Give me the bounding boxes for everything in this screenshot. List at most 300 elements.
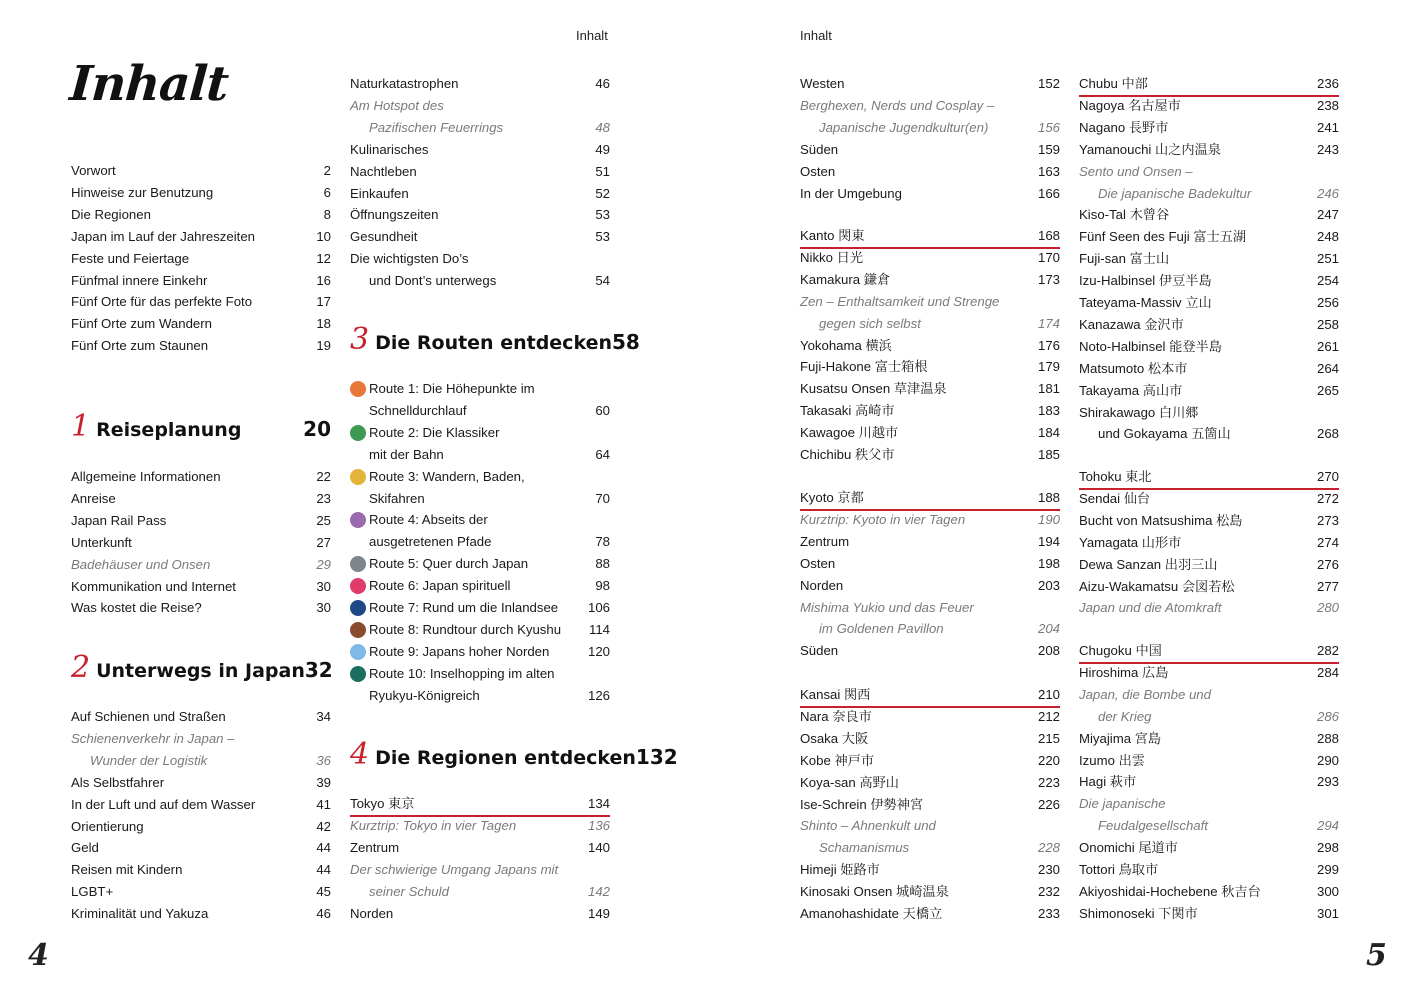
toc-entry (350, 881, 610, 903)
toc-entry-title: Badehäuser und Onsen (71, 557, 211, 572)
toc-entry-title: Route 8: Rundtour durch Kyushu (369, 622, 562, 637)
toc-entry-page: 238 (1316, 98, 1339, 113)
toc-entry-title: Fünf Orte zum Staunen (71, 338, 209, 353)
toc-entry (71, 488, 331, 510)
toc-section-header (1079, 466, 1339, 490)
toc-entry (71, 291, 331, 313)
toc-entry-page: 215 (1037, 731, 1060, 746)
toc-entry (800, 313, 1060, 335)
toc-entry-page: 223 (1037, 775, 1060, 790)
toc-entry-page: 247 (1316, 207, 1339, 222)
toc-entry (71, 313, 331, 335)
page-title: Inhalt (68, 56, 230, 112)
page-number-right: 5 (1366, 938, 1387, 973)
toc-entry (1079, 881, 1339, 903)
toc-entry-title: Kansai 関西 (800, 687, 871, 702)
toc-entry-title: Die japanische (1079, 796, 1166, 811)
toc-entry (71, 466, 331, 488)
toc-entry (1079, 903, 1339, 925)
toc-entry (350, 95, 610, 117)
toc-entry-page: 168 (1037, 228, 1060, 243)
toc-entry-title: Nara 奈良市 (800, 709, 872, 724)
toc-entry-title: Kiso-Tal 木曾谷 (1079, 207, 1170, 222)
toc-entry-page: 156 (1037, 120, 1060, 135)
toc-entry-title: Reisen mit Kindern (71, 862, 183, 877)
toc-entry (1079, 358, 1339, 380)
toc-entry-title: Route 3: Wandern, Baden, (369, 469, 525, 484)
toc-entry-page: 22 (316, 469, 331, 484)
toc-entry-page: 268 (1316, 426, 1339, 441)
toc-entry-page: 52 (595, 186, 610, 201)
toc-entry-title: Auf Schienen und Straßen (71, 709, 226, 724)
toc-entry-title: Yamagata 山形市 (1079, 535, 1182, 550)
toc-entry-title: Kyoto 京都 (800, 490, 864, 505)
chapter-heading-2 (71, 650, 331, 690)
toc-section-header (1079, 73, 1339, 97)
page-number-left: 4 (28, 938, 49, 973)
toc-entry-title: Akiyoshidai-Hochebene 秋吉台 (1079, 884, 1261, 899)
toc-entry-title: Nagano 長野市 (1079, 120, 1169, 135)
toc-entry-title: Schamanismus (819, 840, 910, 855)
toc-entry-title: Feste und Feiertage (71, 251, 190, 266)
toc-entry (1079, 292, 1339, 314)
toc-entry (71, 532, 331, 554)
toc-entry-title: Süden (800, 643, 839, 658)
toc-entry-title: Kamakura 鎌倉 (800, 272, 891, 287)
route-color-dot-icon (350, 512, 366, 528)
route-entry (350, 553, 610, 575)
toc-entry-page: 10 (316, 229, 331, 244)
toc-entry-title: Nikko 日光 (800, 250, 864, 265)
toc-entry (800, 335, 1060, 357)
toc-entry (350, 73, 610, 95)
toc-entry (71, 881, 331, 903)
toc-entry-title: Ise-Schrein 伊勢神宮 (800, 797, 924, 812)
toc-entry-page: 170 (1037, 250, 1060, 265)
toc-entry-page: 6 (323, 185, 331, 200)
route-color-dot-icon (350, 622, 366, 638)
toc-entry (800, 247, 1060, 269)
toc-entry (71, 859, 331, 881)
toc-entry-page: 44 (316, 862, 331, 877)
toc-entry-title: Aizu-Wakamatsu 会図若松 (1079, 579, 1235, 594)
toc-entry (1079, 488, 1339, 510)
toc-entry-page: 241 (1316, 120, 1339, 135)
toc-entry-title: Schnelldurchlauf (369, 403, 467, 418)
chapter-page: 32 (304, 658, 333, 682)
toc-entry-title: Sento und Onsen – (1079, 164, 1193, 179)
toc-entry (800, 422, 1060, 444)
toc-entry (1079, 728, 1339, 750)
chapter-title: Die Routen entdecken (375, 332, 612, 354)
toc-entry-title: Kriminalität und Yakuza (71, 906, 209, 921)
toc-entry (800, 73, 1060, 95)
toc-entry-page: 251 (1316, 251, 1339, 266)
toc-entry-title: Tohoku 東北 (1079, 469, 1152, 484)
toc-entry-page: 272 (1316, 491, 1339, 506)
toc-entry (800, 553, 1060, 575)
toc-entry-title: Fünf Seen des Fuji 富士五湖 (1079, 229, 1247, 244)
toc-entry-page: 299 (1316, 862, 1339, 877)
toc-entry-title: Feudalgesellschaft (1098, 818, 1208, 833)
toc-entry-page: 39 (316, 775, 331, 790)
toc-entry (71, 576, 331, 598)
toc-entry-title: Anreise (71, 491, 116, 506)
toc-section-header (800, 487, 1060, 511)
toc-entry-title: Japan und die Atomkraft (1079, 600, 1222, 615)
toc-entry-page: 270 (1316, 469, 1339, 484)
toc-entry (800, 291, 1060, 313)
toc-entry (1079, 684, 1339, 706)
toc-entry-page: 228 (1037, 840, 1060, 855)
toc-entry-title: Osten (800, 556, 836, 571)
toc-entry-title: Tottori 鳥取市 (1079, 862, 1159, 877)
toc-entry (71, 728, 331, 750)
toc-entry-page: 210 (1037, 687, 1060, 702)
toc-entry-page: 41 (316, 797, 331, 812)
toc-entry-title: seiner Schuld (369, 884, 449, 899)
chapter-title: Die Regionen entdecken (375, 747, 636, 769)
toc-entry (1079, 815, 1339, 837)
toc-entry-title: Osten (800, 164, 836, 179)
toc-entry (350, 859, 610, 881)
toc-entry-title: Gesundheit (350, 229, 418, 244)
toc-entry (1079, 771, 1339, 793)
toc-entry-page: 300 (1316, 884, 1339, 899)
route-entry (350, 641, 610, 663)
toc-entry (71, 248, 331, 270)
toc-entry (71, 160, 331, 182)
toc-entry-title: Shimonoseki 下関市 (1079, 906, 1198, 921)
toc-entry-page: 290 (1316, 753, 1339, 768)
toc-entry-title: Route 6: Japan spirituell (369, 578, 511, 593)
toc-entry-page: 12 (316, 251, 331, 266)
toc-entry (350, 117, 610, 139)
route-color-dot-icon (350, 469, 366, 485)
toc-entry-title: Kanazawa 金沢市 (1079, 317, 1184, 332)
toc-entry-page: 18 (316, 316, 331, 331)
toc-entry-title: Tokyo 東京 (350, 796, 415, 811)
toc-entry (71, 750, 331, 772)
toc-entry (71, 226, 331, 248)
toc-entry-title: Dewa Sanzan 出羽三山 (1079, 557, 1218, 572)
toc-entry (1079, 510, 1339, 532)
toc-entry (1079, 859, 1339, 881)
toc-entry (1079, 576, 1339, 598)
toc-entry-title: Kurztrip: Tokyo in vier Tagen (350, 818, 517, 833)
toc-entry-title: Shirakawago 白川郷 (1079, 405, 1199, 420)
toc-entry-title: In der Umgebung (800, 186, 902, 201)
toc-entry (800, 750, 1060, 772)
toc-entry (350, 903, 610, 925)
toc-entry-title: Route 5: Quer durch Japan (369, 556, 529, 571)
toc-entry-title: der Krieg (1098, 709, 1152, 724)
toc-entry-page: 53 (595, 207, 610, 222)
toc-entry (350, 248, 610, 270)
toc-entry-title: Kinosaki Onsen 城崎温泉 (800, 884, 949, 899)
toc-entry-title: Die Regionen (71, 207, 151, 222)
toc-entry (71, 794, 331, 816)
toc-entry-title: Kawagoe 川越市 (800, 425, 899, 440)
toc-entry-title: Fuji-san 富士山 (1079, 251, 1170, 266)
toc-entry (1079, 314, 1339, 336)
route-color-dot-icon (350, 666, 366, 682)
toc-entry-page: 136 (587, 818, 610, 833)
toc-entry (1079, 793, 1339, 815)
toc-entry-title: Die japanische Badekultur (1098, 186, 1252, 201)
route-entry (350, 509, 610, 531)
toc-entry-title: LGBT+ (71, 884, 114, 899)
toc-entry (1079, 204, 1339, 226)
toc-entry-title: Kommunikation und Internet (71, 579, 236, 594)
toc-entry-title: Sendai 仙台 (1079, 491, 1151, 506)
toc-entry-page: 46 (316, 906, 331, 921)
toc-entry-page: 220 (1037, 753, 1060, 768)
toc-entry-title: Chubu 中部 (1079, 76, 1148, 91)
toc-entry-title: Allgemeine Informationen (71, 469, 221, 484)
toc-entry-title: Orientierung (71, 819, 144, 834)
toc-entry-page: 248 (1316, 229, 1339, 244)
chapter-number: 3 (350, 322, 370, 357)
route-entry (350, 597, 610, 619)
toc-entry-title: Yokohama 横浜 (800, 338, 892, 353)
toc-entry-title: Fünfmal innere Einkehr (71, 273, 208, 288)
toc-entry-title: Matsumoto 松本市 (1079, 361, 1188, 376)
toc-entry (800, 161, 1060, 183)
toc-entry-title: Kanto 関東 (800, 228, 865, 243)
toc-entry (1079, 423, 1339, 445)
toc-entry-page: 17 (316, 294, 331, 309)
toc-entry (1079, 402, 1339, 424)
chapter-heading-1 (71, 409, 331, 449)
toc-entry-page: 185 (1037, 447, 1060, 462)
chapter-title: Unterwegs in Japan (96, 660, 305, 682)
toc-entry-title: Route 1: Die Höhepunkte im (369, 381, 535, 396)
toc-entry-page: 181 (1037, 381, 1060, 396)
toc-entry (1079, 117, 1339, 139)
chapter-heading-4 (350, 737, 678, 777)
toc-entry-page: 173 (1037, 272, 1060, 287)
toc-entry-page: 16 (316, 273, 331, 288)
toc-entry (800, 444, 1060, 466)
toc-entry-page: 226 (1037, 797, 1060, 812)
toc-entry-page: 134 (587, 796, 610, 811)
route-entry (350, 422, 610, 444)
toc-entry-page: 30 (316, 600, 331, 615)
toc-entry-title: Japanische Jugendkultur(en) (819, 120, 989, 135)
toc-entry (71, 816, 331, 838)
toc-entry-page: 184 (1037, 425, 1060, 440)
toc-entry-page: 23 (316, 491, 331, 506)
toc-entry-page: 45 (316, 884, 331, 899)
toc-entry (800, 815, 1060, 837)
toc-entry-page: 49 (595, 142, 610, 157)
route-entry (350, 466, 610, 488)
toc-entry-page: 294 (1316, 818, 1339, 833)
toc-entry-title: Osaka 大阪 (800, 731, 869, 746)
toc-entry-title: Kusatsu Onsen 草津温泉 (800, 381, 947, 396)
toc-entry (350, 161, 610, 183)
toc-entry (71, 182, 331, 204)
toc-entry-title: Chichibu 秩父市 (800, 447, 895, 462)
route-color-dot-icon (350, 578, 366, 594)
toc-entry (1079, 336, 1339, 358)
toc-entry (350, 183, 610, 205)
toc-entry-title: Japan Rail Pass (71, 513, 167, 528)
toc-entry-title: Onomichi 尾道市 (1079, 840, 1178, 855)
toc-entry-title: Vorwort (71, 163, 116, 178)
toc-entry-title: Izu-Halbinsel 伊豆半島 (1079, 273, 1212, 288)
toc-entry-page: 88 (595, 556, 610, 571)
toc-entry-title: Skifahren (369, 491, 425, 506)
toc-entry-title: Zentrum (800, 534, 850, 549)
toc-entry-page: 254 (1316, 273, 1339, 288)
toc-entry (71, 597, 331, 619)
toc-entry (800, 597, 1060, 619)
toc-entry-page: 70 (595, 491, 610, 506)
toc-entry-title: Himeji 姫路市 (800, 862, 880, 877)
toc-entry-title: im Goldenen Pavillon (819, 621, 944, 636)
toc-entry-page: 51 (595, 164, 610, 179)
toc-entry-title: Zen – Enthaltsamkeit und Strenge (800, 294, 1000, 309)
route-color-dot-icon (350, 381, 366, 397)
toc-entry-page: 114 (588, 622, 610, 637)
toc-entry-page: 30 (316, 579, 331, 594)
toc-entry (350, 815, 610, 837)
chapter-number: 4 (350, 737, 370, 772)
toc-section-header (1079, 640, 1339, 664)
toc-entry-title: Wunder der Logistik (90, 753, 208, 768)
toc-entry-page: 64 (595, 447, 610, 462)
toc-entry-title: Am Hotspot des (350, 98, 444, 113)
toc-entry (1079, 597, 1339, 619)
toc-entry-page: 78 (595, 534, 610, 549)
toc-entry-page: 246 (1316, 186, 1339, 201)
toc-entry (350, 226, 610, 248)
toc-entry (800, 531, 1060, 553)
toc-entry-page: 258 (1316, 317, 1339, 332)
route-entry-continued (350, 444, 610, 466)
toc-entry-page: 188 (1037, 490, 1060, 505)
toc-entry-title: Izumo 出雲 (1079, 753, 1145, 768)
toc-entry-page: 198 (1037, 556, 1060, 571)
toc-entry-page: 282 (1316, 643, 1339, 658)
toc-entry-title: Japan, die Bombe und (1079, 687, 1211, 702)
toc-entry-page: 42 (316, 819, 331, 834)
toc-entry-title: Route 10: Inselhopping im alten (369, 666, 555, 681)
chapter-heading-3 (350, 322, 640, 362)
toc-entry-title: Naturkatastrophen (350, 76, 459, 91)
toc-entry (800, 837, 1060, 859)
toc-entry-title: Nachtleben (350, 164, 417, 179)
toc-entry (800, 575, 1060, 597)
toc-entry-page: 46 (595, 76, 610, 91)
toc-entry-page: 264 (1316, 361, 1339, 376)
toc-entry (350, 270, 610, 292)
toc-entry-page: 2 (323, 163, 331, 178)
toc-entry (800, 139, 1060, 161)
toc-entry-title: Japan im Lauf der Jahreszeiten (71, 229, 256, 244)
toc-entry-page: 19 (316, 338, 331, 353)
toc-entry-page: 194 (1037, 534, 1060, 549)
toc-entry-page: 276 (1316, 557, 1339, 572)
route-color-dot-icon (350, 644, 366, 660)
toc-entry (1079, 837, 1339, 859)
toc-entry-page: 44 (316, 840, 331, 855)
toc-entry (71, 554, 331, 576)
toc-section-header (800, 225, 1060, 249)
toc-entry-page: 25 (316, 513, 331, 528)
toc-entry (800, 400, 1060, 422)
toc-entry-page: 204 (1037, 621, 1060, 636)
toc-entry-page: 98 (595, 578, 610, 593)
toc-entry-title: Mishima Yukio und das Feuer (800, 600, 974, 615)
toc-entry-page: 60 (595, 403, 610, 418)
toc-entry-page: 29 (316, 557, 331, 572)
toc-entry-page: 174 (1037, 316, 1060, 331)
route-entry (350, 619, 610, 641)
toc-entry-page: 166 (1037, 186, 1060, 201)
toc-entry-page: 149 (587, 906, 610, 921)
toc-entry-page: 203 (1037, 578, 1060, 593)
toc-entry-title: Süden (800, 142, 839, 157)
toc-entry (350, 139, 610, 161)
toc-entry (71, 837, 331, 859)
toc-entry-page: 280 (1316, 600, 1339, 615)
toc-entry-page: 179 (1037, 359, 1060, 374)
toc-entry-title: Kurztrip: Kyoto in vier Tagen (800, 512, 966, 527)
toc-entry-title: Fuji-Hakone 富士箱根 (800, 359, 928, 374)
toc-entry-page: 183 (1037, 403, 1060, 418)
toc-entry (800, 95, 1060, 117)
toc-entry (1079, 554, 1339, 576)
toc-entry (800, 728, 1060, 750)
toc-entry-page: 163 (1037, 164, 1060, 179)
toc-entry (1079, 95, 1339, 117)
toc-entry-title: und Gokayama 五箇山 (1098, 426, 1231, 441)
toc-entry-page: 53 (595, 229, 610, 244)
toc-entry-title: Berghexen, Nerds und Cosplay – (800, 98, 995, 113)
toc-entry (1079, 270, 1339, 292)
toc-entry-title: Schienenverkehr in Japan – (71, 731, 235, 746)
toc-entry (1079, 248, 1339, 270)
toc-entry (800, 269, 1060, 291)
toc-entry-title: Geld (71, 840, 99, 855)
chapter-page: 132 (635, 745, 678, 769)
toc-entry (1079, 532, 1339, 554)
toc-entry (800, 903, 1060, 925)
toc-section-header (800, 684, 1060, 708)
toc-entry-title: Hagi 萩市 (1079, 774, 1137, 789)
toc-entry (800, 881, 1060, 903)
toc-entry-title: Fünf Orte zum Wandern (71, 316, 212, 331)
toc-entry (71, 270, 331, 292)
toc-entry-title: Tateyama-Massiv 立山 (1079, 295, 1212, 310)
toc-entry-title: Chugoku 中国 (1079, 643, 1162, 658)
toc-entry-title: Der schwierige Umgang Japans mit (350, 862, 559, 877)
toc-entry-page: 284 (1316, 665, 1339, 680)
toc-entry-page: 159 (1037, 142, 1060, 157)
toc-entry-title: Koya-san 高野山 (800, 775, 899, 790)
toc-entry (71, 706, 331, 728)
toc-entry-page: 230 (1037, 862, 1060, 877)
toc-entry-title: Hinweise zur Benutzung (71, 185, 214, 200)
toc-entry-title: Bucht von Matsushima 松島 (1079, 513, 1243, 528)
chapter-number: 1 (71, 409, 91, 444)
toc-entry-page: 261 (1316, 339, 1339, 354)
toc-entry (1079, 750, 1339, 772)
toc-entry-title: Hiroshima 広島 (1079, 665, 1169, 680)
